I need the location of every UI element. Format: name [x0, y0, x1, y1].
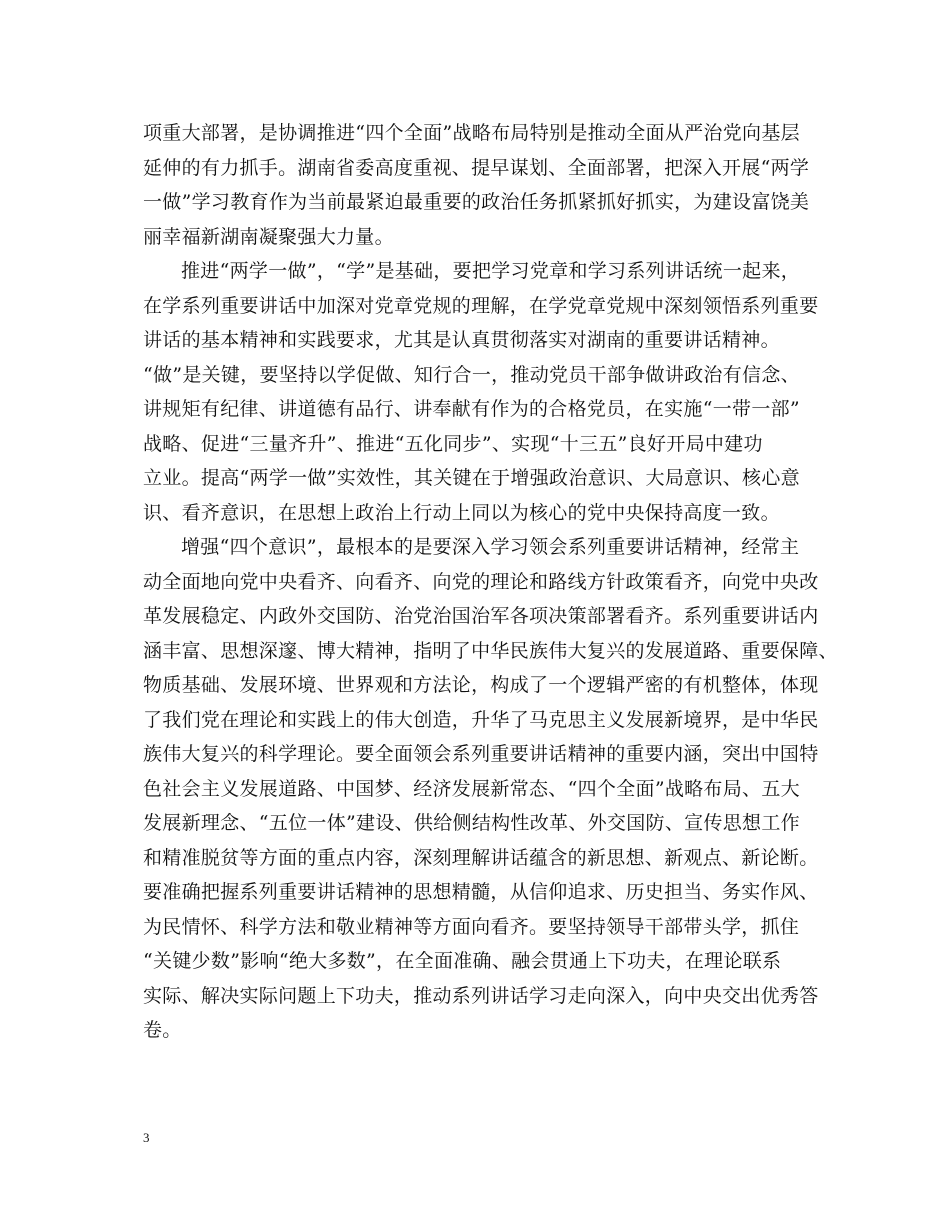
- text-line: 了我们党在理论和实践上的伟大创造，升华了马克思主义发展新境界，是中华民: [143, 708, 819, 731]
- text-line: 增强“四个意识”，最根本的是要深入学习领会系列重要讲话精神，经常主: [181, 536, 800, 558]
- text-line: 要准确把握系列重要讲话精神的思想精髓，从信仰追求、历史担当、务实作风、: [143, 881, 819, 903]
- document-body: [143, 116, 838, 1048]
- text-line: 识、看齐意识，在思想上政治上行动上同以为核心的党中央保持高度一致。: [143, 501, 780, 524]
- text-line: 和精准脱贫等方面的重点内容，深刻理解讲话蕴含的新思想、新观点、新论断。: [143, 846, 819, 869]
- text-line: 丽幸福新湖南凝聚强大力量。: [143, 225, 394, 248]
- text-line: 立业。提高“两学一做”实效性，其关键在于增强政治意识、大局意识、核心意: [143, 467, 800, 489]
- text-line: 推进“两学一做”，“学”是基础，要把学习党章和学习系列讲话统一起来，: [181, 260, 801, 282]
- text-line: 战略、促进“三量齐升”、推进“五化同步”、实现“十三五”良好开局中建功: [143, 432, 763, 455]
- text-line: 族伟大复兴的科学理论。要全面领会系列重要讲话精神的重要内涵，突出中国特: [143, 743, 819, 765]
- text-line: “做”是关键，要坚持以学促做、知行合一，推动党员干部争做讲政治有信念、: [143, 363, 800, 386]
- text-line: 延伸的有力抓手。湖南省委高度重视、提早谋划、全面部署，把深入开展“两学: [143, 156, 810, 179]
- text-line: 物质基础、发展环境、世界观和方法论，构成了一个逻辑严密的有机整体，体现: [143, 674, 819, 696]
- text-line: 在学系列重要讲话中加深对党章党规的理解，在学党章党规中深刻领悟系列重要: [143, 294, 819, 317]
- text-line: 卷。: [143, 1019, 182, 1041]
- text-line: 一做”学习教育作为当前最紧迫最重要的政治任务抓紧抓好抓实，为建设富饶美: [143, 191, 810, 213]
- page-number: 3: [143, 1130, 150, 1145]
- text-line: “关键少数”影响“绝大多数”，在全面准确、融会贯通上下功夫，在理论联系: [143, 950, 782, 972]
- text-line: 色社会主义发展道路、中国梦、经济发展新常态、“四个全面”战略布局、五大: [143, 777, 800, 800]
- text-line: 实际、解决实际问题上下功夫，推动系列讲话学习走向深入，向中央交出优秀答: [143, 984, 819, 1007]
- text-line: 为民情怀、科学方法和敬业精神等方面向看齐。要坚持领导干部带头学，抓住: [143, 915, 800, 938]
- text-line: 讲话的基本精神和实践要求，尤其是认真贯彻落实对湖南的重要讲话精神。: [143, 329, 780, 351]
- text-line: 发展新理念、“五位一体”建设、供给侧结构性改革、外交国防、宣传思想工作: [143, 812, 800, 834]
- text-line: 涵丰富、思想深邃、博大精神，指明了中华民族伟大复兴的发展道路、重要保障、: [143, 639, 838, 662]
- text-line: 动全面地向党中央看齐、向看齐、向党的理论和路线方针政策看齐，向党中央改: [143, 570, 819, 593]
- text-line: 讲规矩有纪律、讲道德有品行、讲奉献有作为的合格党员，在实施“一带一部”: [143, 398, 800, 420]
- text-line: 项重大部署，是协调推进“四个全面”战略布局特别是推动全面从严治党向基层: [143, 122, 800, 144]
- text-line: 革发展稳定、内政外交国防、治党治国治军各项决策部署看齐。系列重要讲话内: [143, 605, 819, 627]
